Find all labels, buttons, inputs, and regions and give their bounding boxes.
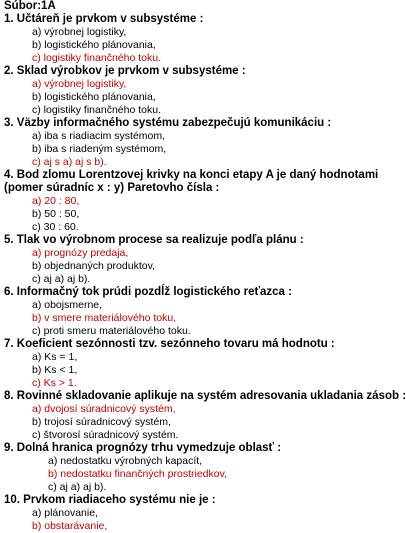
question-4-answer-a-correct: a) 20 : 80, <box>32 195 80 207</box>
question-7-answer-b: b) Ks < 1, <box>32 364 78 376</box>
question-3-answer-c-correct: c) aj s a) aj s b). <box>32 156 107 168</box>
question-5: 5. Tlak vo výrobnom procese sa realizuje podľa plánu : <box>4 234 304 246</box>
question-3-answer-b: b) iba s riadeným systémom, <box>32 143 167 155</box>
question-4-answer-c: c) 30 : 60. <box>32 221 79 233</box>
question-9-answer-b-correct: b) nedostatku finančných prostriedkov, <box>48 468 227 480</box>
question-7-answer-a: a) Ks = 1, <box>32 351 78 363</box>
question-4-answer-b: b) 50 : 50, <box>32 208 80 220</box>
question-8-answer-b: b) trojosí súradnicový systém, <box>32 416 171 428</box>
question-6-answer-b-correct: b) v smere materiálového toku, <box>32 312 177 324</box>
question-8: 8. Rovinné skladovanie aplikuje na systém adresovania ukladania zásob : <box>4 390 406 402</box>
question-5-answer-b: b) objednaných produktov, <box>32 260 155 272</box>
question-2: 2. Sklad výrobkov je prvkom v subsystéme : <box>4 65 246 77</box>
question-8-answer-a-correct: a) dvojosí súradnicový systém, <box>32 403 176 415</box>
question-5-answer-c: c) aj a) aj b). <box>32 273 91 285</box>
question-7-answer-c-correct: c) Ks > 1. <box>32 377 77 389</box>
question-8-answer-c: c) štvorosí súradnicový systém. <box>32 429 179 441</box>
quiz-document <box>4 0 404 533</box>
question-1: 1. Učtáreň je prvkom v subsystéme : <box>4 13 204 25</box>
question-1-answer-c-correct: c) logistiky finančného toku. <box>32 52 161 64</box>
question-6: 6. Informačný tok prúdi pozdĺž logistického reťazca : <box>4 286 292 298</box>
file-title: Súbor:1A <box>4 0 56 12</box>
question-6-answer-a: a) obojsmerne, <box>32 299 103 311</box>
question-3-answer-a: a) iba s riadiacim systémom, <box>32 130 166 142</box>
question-1-answer-b: b) logistického plánovania, <box>32 39 156 51</box>
question-10: 10. Prvkom riadiaceho systému nie je : <box>4 494 216 506</box>
question-2-answer-c: c) logistiky finančného toku. <box>32 104 161 116</box>
question-3: 3. Väzby informačného systému zabezpečujú komunikáciu : <box>4 117 332 129</box>
question-9-answer-a: a) nedostatku výrobných kapacít, <box>48 455 203 467</box>
question-5-answer-a-correct: a) prognózy predaja, <box>32 247 129 259</box>
question-9-answer-c: c) aj a) aj b). <box>48 481 107 493</box>
question-6-answer-c: c) proti smeru materiálového toku. <box>32 325 191 337</box>
question-4: 4. Bod zlomu Lorentzovej krivky na konci etapy A je daný hodnotami (pomer súradníc x : y) Paretovho čísla : <box>4 169 379 194</box>
question-1-answer-a: a) výrobnej logistiky, <box>32 26 127 38</box>
question-10-answer-b-correct: b) obstarávanie, <box>32 520 108 532</box>
question-7: 7. Koeficient sezónnosti tzv. sezónneho tovaru má hodnotu : <box>4 338 335 350</box>
question-10-answer-a: a) plánovanie, <box>32 507 98 519</box>
question-2-answer-b: b) logistického plánovania, <box>32 91 156 103</box>
question-9: 9. Dolná hranica prognózy trhu vymedzuje oblasť : <box>4 442 282 454</box>
question-2-answer-a-correct: a) výrobnej logistiky, <box>32 78 127 90</box>
